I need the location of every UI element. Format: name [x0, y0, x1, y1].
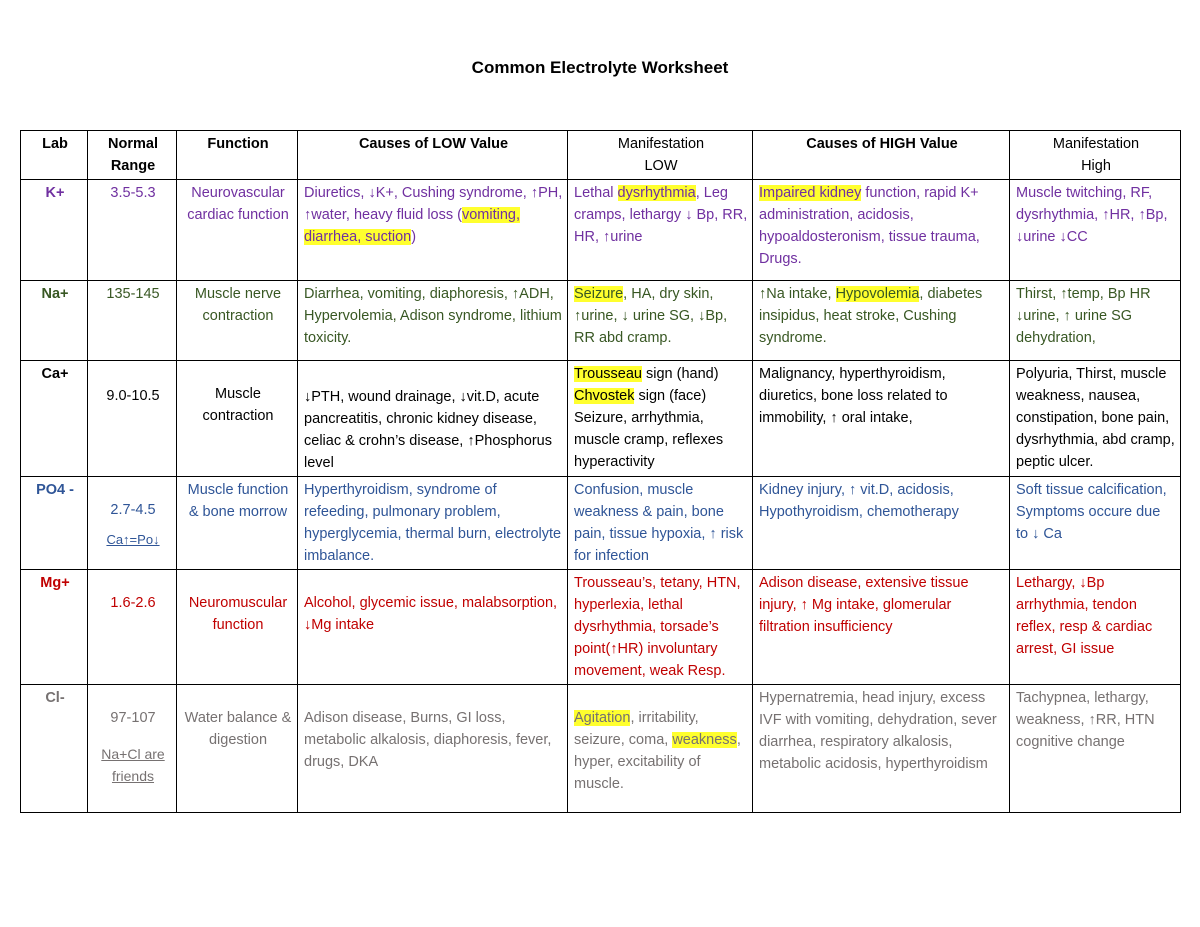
highlight: Chvostek [574, 388, 635, 404]
function-text: Neurovascular cardiac function [177, 180, 298, 281]
causes-low: Hyperthyroidism, syndrome of refeeding, pulmonary problem, hyperglycemia, thermal burn, electrolyte imbalance. [298, 477, 568, 570]
normal-range: 135-145 [88, 281, 177, 361]
manifestation-low: Agitation, irritability, seizure, coma, weakness, hyper, excitability of muscle. [568, 685, 753, 813]
causes-low: ↓PTH, wound drainage, ↓vit.D, acute pancreatitis, chronic kidney disease, celiac & crohn’s disease, ↑Phosphorus level [298, 361, 568, 477]
header-normal-range: Normal Range [88, 131, 177, 180]
causes-low: Diarrhea, vomiting, diaphoresis, ↑ADH, Hypervolemia, Adison syndrome, lithium toxicity. [298, 281, 568, 361]
lab-name: Cl- [21, 685, 88, 813]
normal-range: 9.0-10.5 [88, 361, 177, 477]
highlight: vomiting, diarrhea, suction [304, 207, 520, 245]
highlight: Trousseau [574, 366, 642, 382]
manifestation-high: Tachypnea, lethargy, weakness, ↑RR, HTN cognitive change [1010, 685, 1181, 813]
range-note: Na+Cl are friends [101, 746, 165, 784]
function-text: Neuromuscular function [177, 570, 298, 685]
manifestation-low: Trousseau’s, tetany, HTN, hyperlexia, lethal dysrhythmia, torsade’s point(↑HR) involuntary movement, weak Resp. [568, 570, 753, 685]
normal-range: 2.7-4.5 Ca↑=Po↓ [88, 477, 177, 570]
lab-name: K+ [21, 180, 88, 281]
manifestation-high: Polyuria, Thirst, muscle weakness, nausea, constipation, bone pain, dysrhythmia, abd cramp, peptic ulcer. [1010, 361, 1181, 477]
highlight: dysrhythmia [617, 185, 696, 201]
manifestation-high: Soft tissue calcification, Symptoms occure due to ↓ Ca [1010, 477, 1181, 570]
causes-high: ↑Na intake, Hypovolemia, diabetes insipidus, heat stroke, Cushing syndrome. [753, 281, 1010, 361]
page-title: Common Electrolyte Worksheet [471, 58, 729, 77]
lab-name: Na+ [21, 281, 88, 361]
highlight: Seizure [574, 286, 624, 302]
header-causes-low: Causes of LOW Value [298, 131, 568, 180]
function-text: Water balance & digestion [177, 685, 298, 813]
header-function: Function [177, 131, 298, 180]
manifestation-high: Muscle twitching, RF, dysrhythmia, ↑HR, ↑Bp, ↓urine ↓CC [1010, 180, 1181, 281]
highlight: weakness [672, 732, 737, 748]
highlight: Agitation [574, 710, 631, 726]
electrolyte-table [20, 130, 1181, 813]
table-row [21, 570, 1181, 685]
causes-low: Alcohol, glycemic issue, malabsorption, ↓Mg intake [298, 570, 568, 685]
manifestation-high: Thirst, ↑temp, Bp HR ↓urine, ↑ urine SG dehydration, [1010, 281, 1181, 361]
causes-high: Impaired kidney function, rapid K+ administration, acidosis, hypoaldosteronism, tissue trauma, Drugs. [753, 180, 1010, 281]
table-row [21, 685, 1181, 813]
manifestation-low: Seizure, HA, dry skin, ↑urine, ↓ urine SG, ↓Bp, RR abd cramp. [568, 281, 753, 361]
table-row [21, 281, 1181, 361]
highlight: Hypovolemia [835, 286, 920, 302]
normal-range: 3.5-5.3 [88, 180, 177, 281]
table-row [21, 477, 1181, 570]
normal-range: 97-107 Na+Cl are friends [88, 685, 177, 813]
header-manifestation-low: Manifestation LOW [568, 131, 753, 180]
highlight: Impaired kidney [759, 185, 862, 201]
header-causes-high: Causes of HIGH Value [753, 131, 1010, 180]
lab-name: Mg+ [21, 570, 88, 685]
causes-low: Adison disease, Burns, GI loss, metabolic alkalosis, diaphoresis, fever, drugs, DKA [298, 685, 568, 813]
manifestation-low: Trousseau sign (hand) Chvostek sign (face) Seizure, arrhythmia, muscle cramp, reflexes hyperactivity [568, 361, 753, 477]
lab-name: Ca+ [21, 361, 88, 477]
causes-high: Adison disease, extensive tissue injury, ↑ Mg intake, glomerular filtration insufficiency [753, 570, 1010, 685]
header-row [21, 131, 1181, 180]
manifestation-low: Confusion, muscle weakness & pain, bone pain, tissue hypoxia, ↑ risk for infection [568, 477, 753, 570]
causes-high: Hypernatremia, head injury, excess IVF with vomiting, dehydration, sever diarrhea, respiratory alkalosis, metabolic acidosis, hyperthyroidism [753, 685, 1010, 813]
lab-name: PO4 - [21, 477, 88, 570]
causes-high: Kidney injury, ↑ vit.D, acidosis, Hypothyroidism, chemotherapy [753, 477, 1010, 570]
normal-range: 1.6-2.6 [88, 570, 177, 685]
range-note: Ca↑=Po↓ [106, 532, 160, 547]
header-lab: Lab [21, 131, 88, 180]
table-row [21, 361, 1181, 477]
manifestation-high: Lethargy, ↓Bp arrhythmia, tendon reflex, resp & cardiac arrest, GI issue [1010, 570, 1181, 685]
causes-high: Malignancy, hyperthyroidism, diuretics, bone loss related to immobility, ↑ oral intake, [753, 361, 1010, 477]
causes-low: Diuretics, ↓K+, Cushing syndrome, ↑PH, ↑water, heavy fluid loss (vomiting, diarrhea, suction) [298, 180, 568, 281]
function-text: Muscle contraction [177, 361, 298, 477]
table-row [21, 180, 1181, 281]
function-text: Muscle function & bone morrow [177, 477, 298, 570]
manifestation-low: Lethal dysrhythmia, Leg cramps, lethargy ↓ Bp, RR, HR, ↑urine [568, 180, 753, 281]
header-manifestation-high: Manifestation High [1010, 131, 1181, 180]
function-text: Muscle nerve contraction [177, 281, 298, 361]
